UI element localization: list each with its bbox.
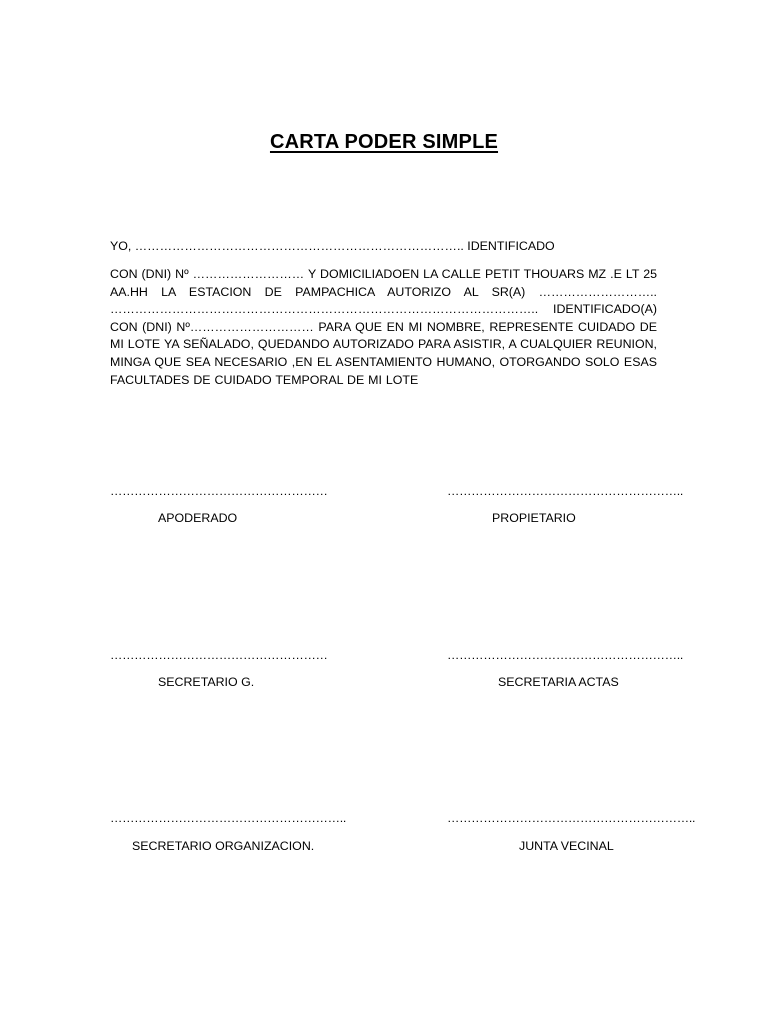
signature-line-secretario-organizacion: ………………………………………………….. [110, 811, 347, 825]
signature-line-propietario: ………………………………………………….. [447, 484, 684, 498]
document-title: CARTA PODER SIMPLE [269, 131, 499, 153]
signature-label-junta-vecinal: JUNTA VECINAL [519, 839, 614, 853]
signature-label-secretaria-actas: SECRETARIA ACTAS [498, 675, 619, 689]
signature-label-propietario: PROPIETARIO [492, 511, 576, 525]
signature-line-secretaria-actas: ………………………………………………….. [447, 648, 684, 662]
signature-label-apoderado: APODERADO [158, 511, 238, 525]
signature-label-secretario-g: SECRETARIO G. [158, 675, 255, 689]
signature-line-apoderado: ……………………………………………… [110, 484, 328, 498]
authorization-paragraph [110, 266, 657, 389]
authorization-paragraph-text: CON (DNI) Nº ……………………… Y DOMICILIADOEN LA CALLE PETIT THOUARS MZ .E LT 25 AA.HH LA ESTACION DE PAMPACHICA AUTORIZO AL SR(A) ……………………….. ………………………………………………………………………………………….. IDENTIFICADO(A) CON (DNI) Nº………………………… PARA QUE EN MI NOMBRE, REPRESENTE CUIDADO DE MI LOTE YA SEÑALADO, QUEDANDO AUTORIZADO PARA ASISTIR, A CUALQUIER REUNION, MINGA QUE SEA NECESARIO ,EN EL ASENTAMIENTO HUMANO, OTORGANDO SOLO ESAS FACULTADES DE CUIDADO TEMPORAL DE MI LOTE [110, 267, 657, 387]
signature-label-secretario-organizacion: SECRETARIO ORGANIZACION. [132, 839, 315, 853]
signature-line-secretario-g: ……………………………………………… [110, 648, 328, 662]
signature-line-junta-vecinal: …………………………………………………….. [447, 811, 696, 825]
intro-line: YO, …………………………………………………………………….. IDENTIFICADO [110, 239, 555, 253]
